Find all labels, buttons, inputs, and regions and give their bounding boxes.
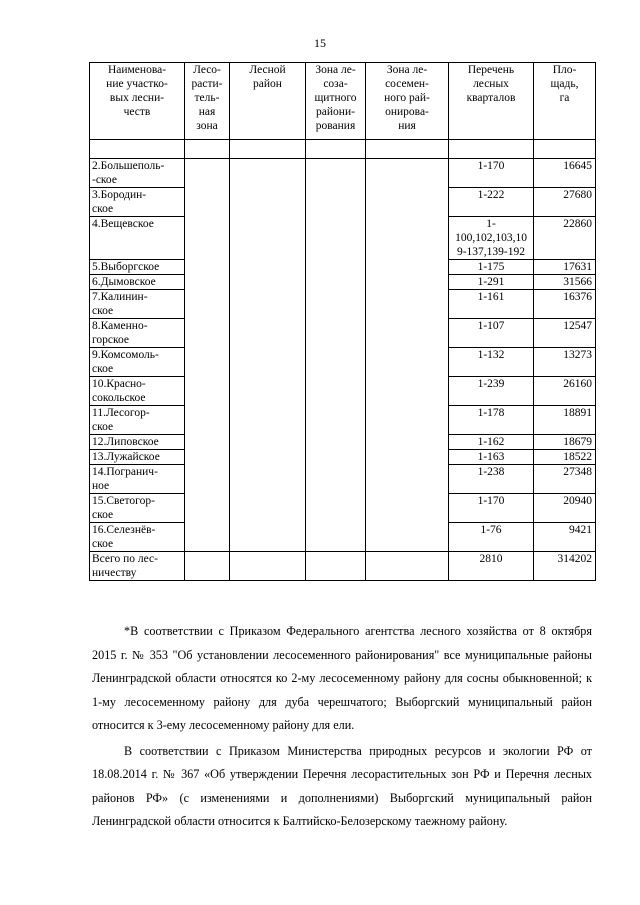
cell-quarters: 1-222 [449, 188, 534, 217]
cell-name: 12.Липовское [90, 435, 185, 450]
cell-area: 16645 [534, 159, 596, 188]
cell-quarters: 1-163 [449, 450, 534, 465]
cell-total-area: 314202 [534, 552, 596, 581]
cell-quarters: 1-178 [449, 406, 534, 435]
cell-name: 15.Светогор- ское [90, 494, 185, 523]
footnotes [92, 620, 592, 834]
cell-quarters: 1-107 [449, 319, 534, 348]
footnote-forest-district: В соответствии с Приказом Министерства природных ресурсов и экологии РФ от 18.08.2014 г. № 367 «Об утверждении Перечня лесорастительных зон РФ и Перечня лесных районов РФ» (с изменениями и дополнениями) Выборгский муниципальный район Ленинградской области относится к Балтийско-Белозерскому таежному району. [92, 743, 592, 828]
cell-total-quarters: 2810 [449, 552, 534, 581]
cell-name: 4.Вещевское [90, 217, 185, 260]
cell-area: 16376 [534, 290, 596, 319]
cell-name: 8.Каменно- горское [90, 319, 185, 348]
cell-name: 11.Лесогор- ское [90, 406, 185, 435]
cell-quarters: 1-239 [449, 377, 534, 406]
cell-protect-zone [306, 159, 366, 552]
cell-area: 18891 [534, 406, 596, 435]
header-forest-district: Лесной район [230, 63, 306, 140]
cell-forest-district [230, 552, 306, 581]
cell-name: 10.Красно- сокольское [90, 377, 185, 406]
cell-name: 13.Лужайское [90, 450, 185, 465]
cell-quarters: 1-162 [449, 435, 534, 450]
cell-name: 6.Дымовское [90, 275, 185, 290]
cell-quarters: 1- 100,102,103,10 9-137,139-192 [449, 217, 534, 260]
cell-seed-zone [366, 552, 449, 581]
header-name: Наименова- ние участко- вых лесни- честв [90, 63, 185, 140]
cell-quarters: 1-161 [449, 290, 534, 319]
cell-quarters: 1-238 [449, 465, 534, 494]
cell-area: 20940 [534, 494, 596, 523]
cell-veg-zone [185, 552, 230, 581]
header-quarters: Перечень лесных кварталов [449, 63, 534, 140]
table-total-row [90, 552, 596, 581]
table-header-row [90, 63, 596, 140]
cell-area: 31566 [534, 275, 596, 290]
cell-protect-zone [306, 552, 366, 581]
header-protect-zone: Зона ле- соза- щитного райони- рования [306, 63, 366, 140]
cell-area: 26160 [534, 377, 596, 406]
cell-forest-district [230, 159, 306, 552]
cell-name: 3.Бородин- ское [90, 188, 185, 217]
cell-name: 14.Погранич- ное [90, 465, 185, 494]
header-seed-zone: Зона ле- сосемен- ного рай- онирова- ния [366, 63, 449, 140]
forestry-table [89, 62, 596, 581]
cell-area: 9421 [534, 523, 596, 552]
cell-area: 22860 [534, 217, 596, 260]
cell-quarters: 1-170 [449, 159, 534, 188]
cell-quarters: 1-132 [449, 348, 534, 377]
cell-area: 17631 [534, 260, 596, 275]
cell-area: 27680 [534, 188, 596, 217]
cell-quarters: 1-76 [449, 523, 534, 552]
header-veg-zone: Лесо- расти- тель- ная зона [185, 63, 230, 140]
cell-name: 9.Комсомоль- ское [90, 348, 185, 377]
cell-quarters: 1-170 [449, 494, 534, 523]
cell-area: 12547 [534, 319, 596, 348]
cell-seed-zone [366, 159, 449, 552]
cell-name: 2.Большеполь- -ское [90, 159, 185, 188]
cell-quarters: 1-291 [449, 275, 534, 290]
cell-area: 27348 [534, 465, 596, 494]
table-row [90, 159, 596, 188]
cell-area: 18522 [534, 450, 596, 465]
cell-quarters: 1-175 [449, 260, 534, 275]
cell-total-name: Всего по лес- ничеству [90, 552, 185, 581]
table-spacer-row [90, 140, 596, 159]
header-area: Пло- щадь, га [534, 63, 596, 140]
cell-name: 5.Выборгское [90, 260, 185, 275]
cell-veg-zone [185, 159, 230, 552]
footnote-seed-zoning: *В соответствии с Приказом Федерального агентства лесного хозяйства от 8 октября 2015 г. № 353 "Об установлении лесосеменного районирования" все муниципальные районы Ленинградской области относятся ко 2-му лесосеменному району для сосны обыкновенной; к 1-му лесосеменному району для дуба черешчатого; Выборгский муниципальный район относится к 3-ему лесосеменному району для ели. [92, 624, 592, 732]
cell-area: 13273 [534, 348, 596, 377]
cell-name: 16.Селезнёв- ское [90, 523, 185, 552]
cell-name: 7.Калинин- ское [90, 290, 185, 319]
cell-area: 18679 [534, 435, 596, 450]
page-number: 15 [314, 36, 326, 50]
